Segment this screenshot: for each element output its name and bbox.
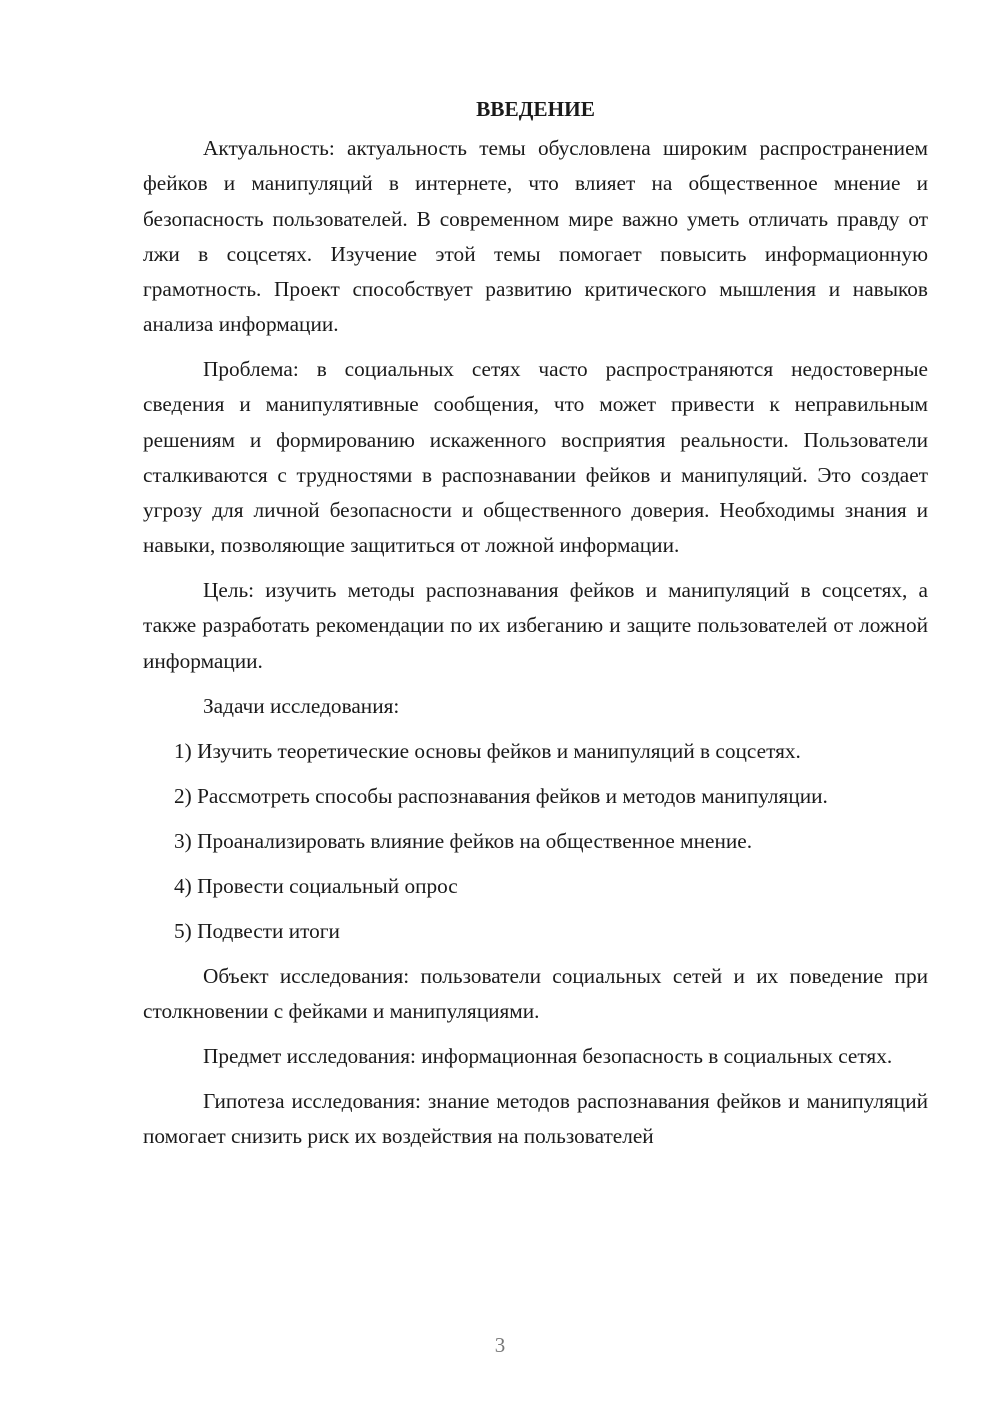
task-item-1: 1) Изучить теоретические основы фейков и манипуляций в соцсетях. [174, 738, 801, 763]
paragraph-actuality: Актуальность: актуальность темы обусловлена широким распространением фейков и манипуляций в интернете, что влияет на общественное мнение и безопасность пользователей. В современном мире важно уметь отличать правду от лжи в соцсетях. Изучение этой темы помогает повысить информационную грамотность. Проект способствует развитию критического мышления и навыков анализа информации. [143, 136, 928, 337]
paragraph-subject: Предмет исследования: информационная безопасность в социальных сетях. [203, 1043, 893, 1068]
page-number: 3 [494, 1333, 506, 1357]
paragraph-hypothesis: Гипотеза исследования: знание методов распознавания фейков и манипуляций помогает снизить риск их воздействия на пользователей [143, 1088, 928, 1149]
document-page [143, 92, 928, 1164]
task-item-5: 5) Подвести итоги [174, 918, 340, 943]
paragraph-problem: Проблема: в социальных сетях часто распространяются недостоверные сведения и манипулятивные сообщения, что может привести к неправильным решениям и формированию искаженного восприятия реальности. Пользователи сталкиваются с трудностями в распознавании фейков и манипуляций. Это создает угрозу для личной безопасности и общественного доверия. Необходимы знания и навыки, позволяющие защититься от ложной информации. [143, 357, 928, 558]
paragraph-goal: Цель: изучить методы распознавания фейков и манипуляций в соцсетях, а также разработать рекомендации по их избеганию и защите пользователей от ложной информации. [143, 578, 928, 673]
task-item-3: 3) Проанализировать влияние фейков на общественное мнение. [174, 828, 753, 853]
task-item-2: 2) Рассмотреть способы распознавания фейков и методов манипуляции. [174, 783, 828, 808]
section-title: ВВЕДЕНИЕ [476, 97, 595, 121]
task-item-4: 4) Провести социальный опрос [174, 873, 458, 898]
paragraph-object: Объект исследования: пользователи социальных сетей и их поведение при столкновении с фейками и манипуляциями. [143, 963, 928, 1023]
tasks-heading: Задачи исследования: [203, 693, 400, 718]
